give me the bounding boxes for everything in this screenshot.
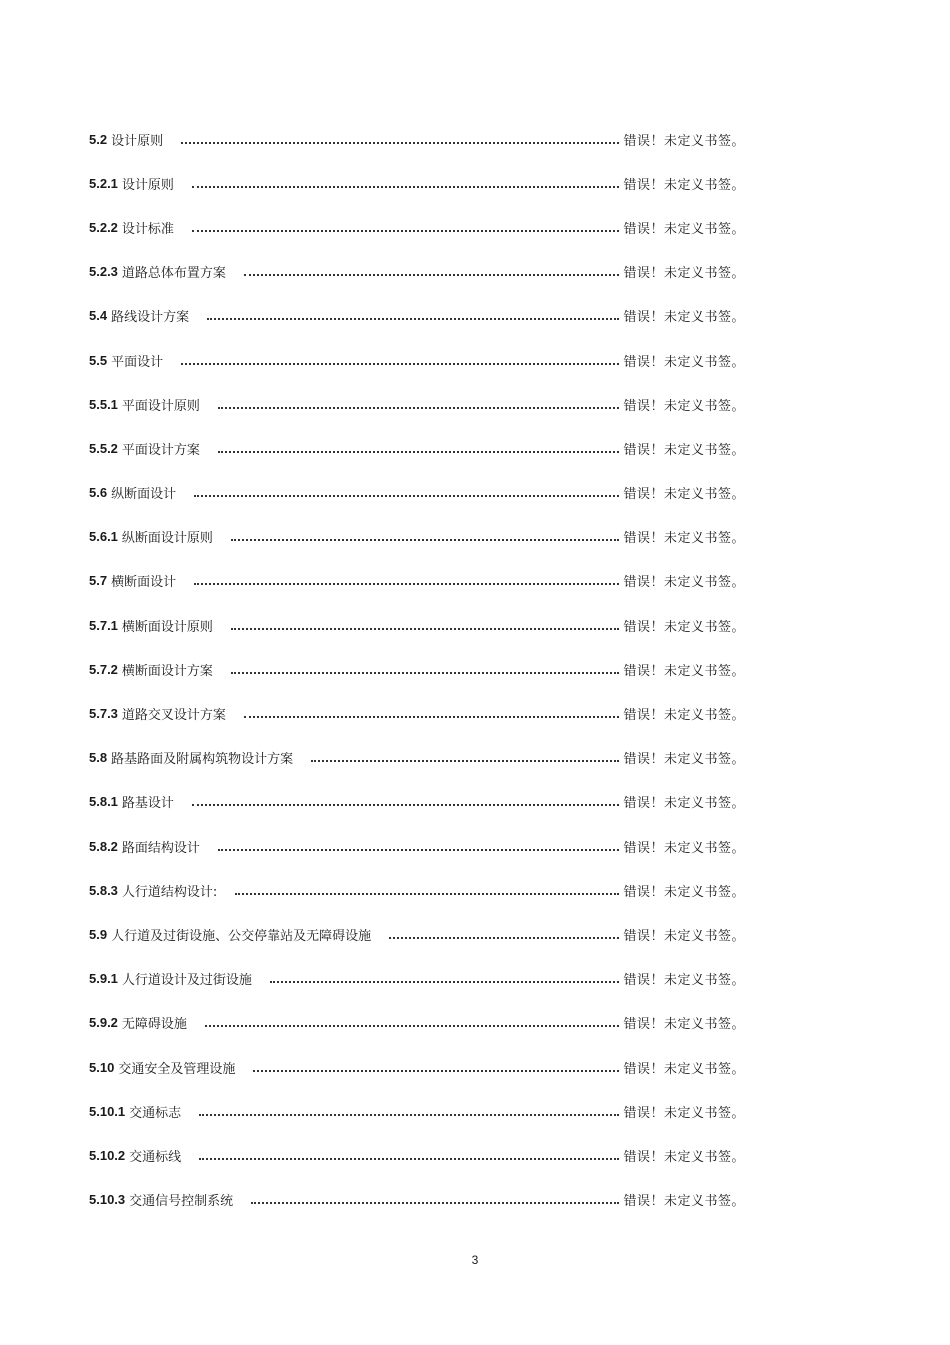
entry-title: 交通标志 xyxy=(129,1105,182,1121)
entry-number: 5.7.2 xyxy=(89,661,118,677)
entry-label xyxy=(89,969,252,988)
dot-leader xyxy=(218,406,620,409)
dot-leader xyxy=(244,273,620,276)
toc-entry[interactable] xyxy=(89,559,745,603)
entry-title: 平面设计方案 xyxy=(121,442,200,458)
toc-entry[interactable] xyxy=(89,1133,745,1177)
entry-title: 纵断面设计 xyxy=(111,487,177,503)
dot-leader xyxy=(251,1201,619,1204)
entry-title: 平面设计原则 xyxy=(121,398,200,414)
dot-leader xyxy=(205,1024,620,1027)
entry-label xyxy=(89,262,226,281)
entry-title: 设计标准 xyxy=(121,221,174,237)
entry-title: 人行道结构设计: xyxy=(121,884,218,900)
toc-entry[interactable] xyxy=(89,824,745,868)
entry-title: 人行道设计及过街设施 xyxy=(121,973,252,989)
entry-page-ref: 错误！未定义书签。 xyxy=(623,796,745,812)
entry-label xyxy=(89,483,176,502)
entry-page-ref: 错误！未定义书签。 xyxy=(623,1061,745,1077)
entry-number: 5.10.3 xyxy=(89,1192,126,1208)
entry-label xyxy=(89,704,226,723)
entry-title: 平面设计 xyxy=(111,354,164,370)
entry-label xyxy=(89,881,217,900)
entry-number: 5.8.2 xyxy=(89,838,118,854)
toc-entry[interactable] xyxy=(89,780,745,824)
entry-label xyxy=(89,616,213,635)
toc-entry[interactable] xyxy=(89,471,745,515)
entry-number: 5.6.1 xyxy=(89,529,118,545)
dot-leader xyxy=(253,1069,619,1072)
entry-number: 5.7 xyxy=(89,573,108,589)
toc-entry[interactable] xyxy=(89,691,745,735)
entry-page-ref: 错误！未定义书签。 xyxy=(623,575,745,591)
dot-leader xyxy=(199,1157,619,1160)
entry-label xyxy=(89,174,174,193)
entry-title: 人行道及过街设施、公交停靠站及无障碍设施 xyxy=(111,928,372,944)
entry-number: 5.7.1 xyxy=(89,617,118,633)
entry-label xyxy=(89,351,163,370)
entry-number: 5.10 xyxy=(89,1059,115,1075)
entry-title: 道路总体布置方案 xyxy=(121,266,226,282)
entry-title: 路线设计方案 xyxy=(111,310,190,326)
entry-number: 5.9.2 xyxy=(89,1015,118,1031)
dot-leader xyxy=(231,627,620,630)
entry-label xyxy=(89,792,174,811)
entry-title: 横断面设计方案 xyxy=(121,663,213,679)
toc-entry[interactable] xyxy=(89,1089,745,1133)
entry-title: 交通安全及管理设施 xyxy=(118,1061,236,1077)
entry-label xyxy=(89,1146,181,1165)
dot-leader xyxy=(192,185,620,188)
entry-page-ref: 错误！未定义书签。 xyxy=(623,177,745,193)
entry-page-ref: 错误！未定义书签。 xyxy=(623,133,745,149)
entry-number: 5.5 xyxy=(89,352,108,368)
entry-number: 5.9.1 xyxy=(89,971,118,987)
dot-leader xyxy=(199,1113,619,1116)
toc-entry[interactable] xyxy=(89,250,745,294)
dot-leader xyxy=(218,450,620,453)
entry-title: 设计原则 xyxy=(121,177,174,193)
dot-leader xyxy=(181,141,619,144)
entry-label xyxy=(89,218,174,237)
entry-label xyxy=(89,660,213,679)
toc-entry[interactable] xyxy=(89,382,745,426)
toc-entry[interactable] xyxy=(89,294,745,338)
toc-entry[interactable] xyxy=(89,957,745,1001)
entry-page-ref: 错误！未定义书签。 xyxy=(623,442,745,458)
toc-entry[interactable] xyxy=(89,647,745,691)
toc-entry[interactable] xyxy=(89,1178,745,1222)
entry-title: 无障碍设施 xyxy=(121,1017,187,1033)
toc-entry[interactable] xyxy=(89,338,745,382)
entry-number: 5.8.3 xyxy=(89,882,118,898)
entry-number: 5.10.2 xyxy=(89,1147,126,1163)
entry-label xyxy=(89,439,200,458)
entry-label xyxy=(89,1013,187,1032)
toc-entry[interactable] xyxy=(89,868,745,912)
dot-leader xyxy=(270,980,620,983)
toc-entry[interactable] xyxy=(89,426,745,470)
entry-number: 5.5.2 xyxy=(89,440,118,456)
entry-label xyxy=(89,130,163,149)
entry-number: 5.5.1 xyxy=(89,396,118,412)
entry-title: 路基路面及附属构筑物设计方案 xyxy=(111,752,294,768)
entry-number: 5.2.1 xyxy=(89,175,118,191)
entry-page-ref: 错误！未定义书签。 xyxy=(623,663,745,679)
entry-number: 5.9 xyxy=(89,926,108,942)
entry-label xyxy=(89,925,371,944)
entry-title: 路基设计 xyxy=(121,796,174,812)
toc-entry[interactable] xyxy=(89,1045,745,1089)
entry-title: 横断面设计 xyxy=(111,575,177,591)
toc-entry[interactable] xyxy=(89,205,745,249)
dot-leader xyxy=(389,936,619,939)
dot-leader xyxy=(244,715,620,718)
entry-page-ref: 错误！未定义书签。 xyxy=(623,487,745,503)
entry-label xyxy=(89,1058,235,1077)
entry-page-ref: 错误！未定义书签。 xyxy=(623,1105,745,1121)
entry-page-ref: 错误！未定义书签。 xyxy=(623,928,745,944)
entry-page-ref: 错误！未定义书签。 xyxy=(623,1149,745,1165)
entry-number: 5.10.1 xyxy=(89,1103,126,1119)
entry-title: 交通信号控制系统 xyxy=(129,1194,234,1210)
dot-leader xyxy=(207,317,619,320)
dot-leader xyxy=(192,803,620,806)
entry-number: 5.8 xyxy=(89,750,108,766)
dot-leader xyxy=(311,759,619,762)
entry-page-ref: 错误！未定义书签。 xyxy=(623,840,745,856)
entry-page-ref: 错误！未定义书签。 xyxy=(623,266,745,282)
dot-leader xyxy=(218,848,620,851)
dot-leader xyxy=(231,671,620,674)
entry-number: 5.2.3 xyxy=(89,264,118,280)
entry-page-ref: 错误！未定义书签。 xyxy=(623,1017,745,1033)
dot-leader xyxy=(235,892,619,895)
entry-label xyxy=(89,527,213,546)
entry-title: 道路交叉设计方案 xyxy=(121,708,226,724)
entry-page-ref: 错误！未定义书签。 xyxy=(623,973,745,989)
entry-page-ref: 错误！未定义书签。 xyxy=(623,708,745,724)
dot-leader xyxy=(192,229,620,232)
entry-page-ref: 错误！未定义书签。 xyxy=(623,398,745,414)
entry-number: 5.2 xyxy=(89,131,108,147)
entry-page-ref: 错误！未定义书签。 xyxy=(623,221,745,237)
entry-label xyxy=(89,1102,181,1121)
toc-entry[interactable] xyxy=(89,117,745,161)
toc-entry[interactable] xyxy=(89,912,745,956)
toc-entry[interactable] xyxy=(89,1001,745,1045)
entry-number: 5.6 xyxy=(89,485,108,501)
entry-label xyxy=(89,571,176,590)
entry-label xyxy=(89,748,293,767)
toc-entry[interactable] xyxy=(89,515,745,559)
dot-leader xyxy=(194,582,619,585)
entry-label xyxy=(89,1190,233,1209)
entry-number: 5.4 xyxy=(89,308,108,324)
entry-label xyxy=(89,306,189,325)
toc-entry[interactable] xyxy=(89,736,745,780)
toc-entry[interactable] xyxy=(89,603,745,647)
entry-title: 交通标线 xyxy=(129,1149,182,1165)
dot-leader xyxy=(194,494,619,497)
toc-entry[interactable] xyxy=(89,161,745,205)
entry-number: 5.7.3 xyxy=(89,706,118,722)
entry-page-ref: 错误！未定义书签。 xyxy=(623,752,745,768)
entry-title: 路面结构设计 xyxy=(121,840,200,856)
table-of-contents xyxy=(89,117,745,1222)
dot-leader xyxy=(231,538,620,541)
dot-leader xyxy=(181,362,619,365)
entry-page-ref: 错误！未定义书签。 xyxy=(623,1194,745,1210)
entry-page-ref: 错误！未定义书签。 xyxy=(623,531,745,547)
entry-page-ref: 错误！未定义书签。 xyxy=(623,354,745,370)
entry-page-ref: 错误！未定义书签。 xyxy=(623,310,745,326)
entry-page-ref: 错误！未定义书签。 xyxy=(623,884,745,900)
entry-label xyxy=(89,395,200,414)
entry-title: 设计原则 xyxy=(111,133,164,149)
entry-label xyxy=(89,837,200,856)
entry-title: 横断面设计原则 xyxy=(121,619,213,635)
entry-page-ref: 错误！未定义书签。 xyxy=(623,619,745,635)
entry-number: 5.8.1 xyxy=(89,794,118,810)
entry-title: 纵断面设计原则 xyxy=(121,531,213,547)
page-number: 3 xyxy=(471,1253,479,1267)
entry-number: 5.2.2 xyxy=(89,219,118,235)
